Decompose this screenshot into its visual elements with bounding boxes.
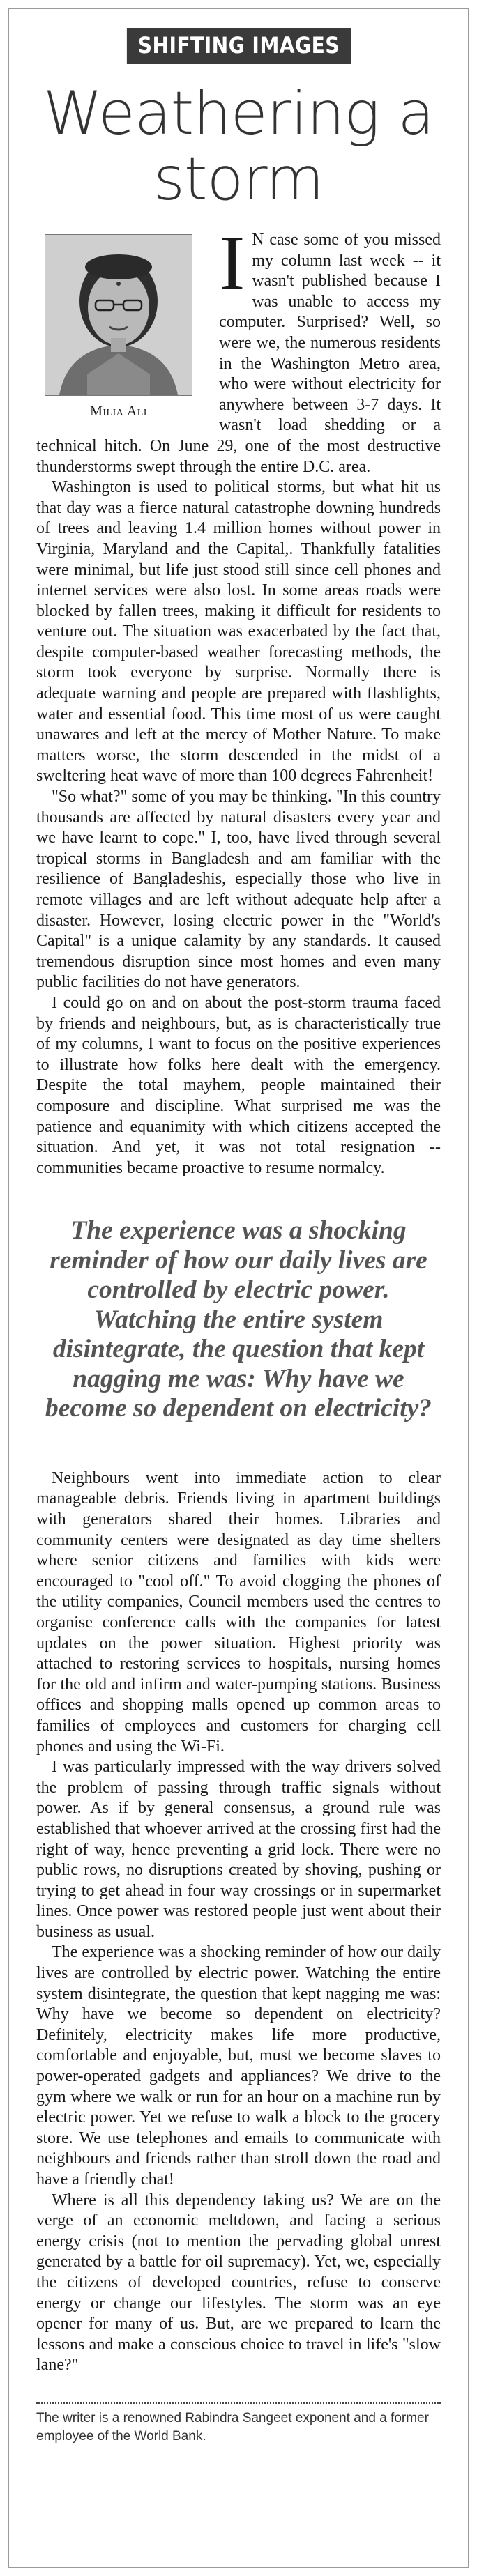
article-body: [36, 220, 441, 1179]
headline: Weathering a storm: [43, 79, 434, 214]
author-portrait-icon: [45, 234, 192, 396]
paragraph: Neighbours went into immediate action to clear manageable debris. Friends living in apartment buildings with generators shared their homes. Libraries and community centers were designated as day time shelters where senior citizens and families with kids were encouraged to "cool off." To avoid clogging the phones of the utility companies, Council members used the centres to organise conference calls with the companies for latest updates on the power situation. Highest priority was attached to restoring services to hospitals, nursing homes for the old and infirm and water-pumping stations. Business offices and shopping malls opened up common areas to families of employees and customers for charging cell phones and using the Wi-Fi.: [36, 1469, 441, 1756]
paragraph: Where is all this dependency taking us? We are on the verge of an economic meltdown, and facing a serious energy crisis (not to mention the pervading global unrest generated by a battle for oil supremacy). Yet, we, especially the citizens of developed countries, refuse to conserve energy or change our lifestyles. The storm was an eye opener for many of us. But, are we prepared to learn the lessons and make a conscious choice to travel in life's "slow lane?": [36, 2191, 441, 2375]
article-body-continued: [36, 1469, 441, 2376]
paragraph: The experience was a shocking reminder of how our daily lives are controlled by electric power. Watching the entire system disintegrate, the question that kept nagging me was: Why have we become so dependent on electricity? Definitely, electricity makes life more productive, comfortable and enjoyable, but, must we become slaves to power-operated gadgets and appliances? We drive to the gym where we walk or run for an hour on a machine run by electric power. Yet we refuse to walk a block to the grocery store. We use telephones and emails to communicate with neighbours and friends rather than stroll down the road and have a friendly chat!: [36, 1943, 441, 2188]
paragraph: "So what?" some of you may be thinking. "In this country thousands are affected by natural disasters every year and we have learnt to cope." I, too, have lived through several tropical storms in Bangladesh and am familiar with the resilience of Bangladeshis, especially those who live in remote villages and are left without adequate help after a disaster. However, losing electric power in the "World's Capital" is a unique calamity by any standards. It caused tremendous disruption since most homes and even many public facilities do not have generators.: [36, 788, 441, 992]
column-kicker: SHIFTING IMAGES: [127, 28, 351, 64]
drop-cap: I: [219, 220, 245, 307]
paragraph: Washington is used to political storms, but what hit us that day was a fierce natural catastrophe downing hundreds of trees and leaving 1.4 million homes without power in Virginia, Maryland and the Capital,. Thankfully fatalities were minimal, but life just stood still since cell phones and internet services were also lost. In some areas roads were blocked by fallen trees, making it difficult for residents to venture out. The situation was exacerbated by the fact that, despite computer-based weather forecasting methods, the storm took everyone by surprise. Normally there is adequate warning and people are prepared with flashlights, water and essential food. This time most of us were caught unawares and left at the mercy of Mother Nature. To make matters worse, the storm descended in the midst of a sweltering heat wave of more than 100 degrees Fahrenheit!: [36, 478, 441, 785]
paragraph: I was particularly impressed with the way drivers solved the problem of passing through traffic signals without power. As if by general consensus, a ground rule was established that whoever arrived at the crossing first had the right of way, hence preventing a grid lock. There were no public rows, no disruptions created by shoving, pushing or trying to get ahead in four way crossings or in supermarket lines. Once power was restored people just went about their business as usual.: [36, 1758, 441, 1941]
author-byline: Milia Ali: [90, 404, 147, 419]
author-photo-box: [36, 234, 201, 422]
paragraph: I could go on and on about the post-storm trauma faced by friends and neighbours, but, as is characteristically true of my columns, I want to focus on the positive experiences to illustrate how folks here dealt with the emergency. Despite the total mayhem, people maintained their composure and discipline. What surprised me was the patience and equanimity with which citizens accepted the situation. And yet, it was not total resignation -- communities became proactive to resume normalcy.: [36, 993, 441, 1177]
pull-quote: The experience was a shocking reminder of how our daily lives are controlled by electric power. Watching the entire system disintegrate, the question that kept nagging me was: Why have we become so dependent on electricity?: [45, 1216, 432, 1423]
kicker-wrap: [14, 0, 463, 64]
footnote-divider: [36, 2402, 441, 2404]
author-footnote: The writer is a renowned Rabindra Sangeet exponent and a former employee of the World Bank.: [36, 2410, 429, 2444]
paragraph: N case some of you missed my column last week -- it wasn't published because I was unable to access my computer. Surprised? Well, so were we, the numerous residents in the Washington Metro area, who were without electricity for anywhere between 3-7 days. It wasn't load shedding or a technical hitch. On June 29, one of the most destructive thunderstorms swept through the entire D.C. area.: [36, 231, 441, 476]
